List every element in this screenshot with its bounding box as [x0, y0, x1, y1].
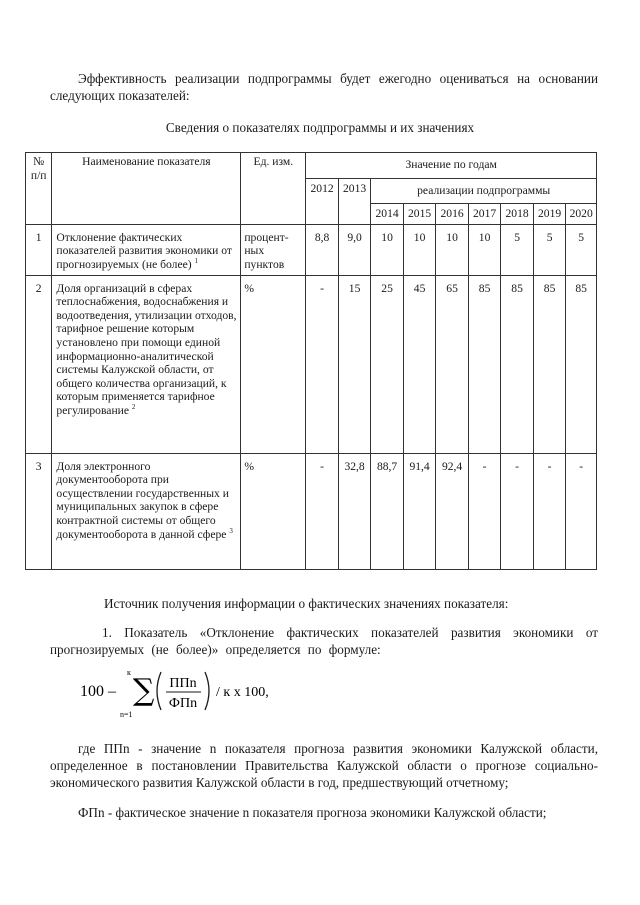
row-name: Доля электронного документооборота при осуществлении государственных и муниципальных закупок в сфере контрактной системы от общего документооборота в данной сфере $^3$	[52, 453, 241, 569]
table-row	[26, 275, 597, 453]
table-row	[26, 453, 597, 569]
row-value: 92,4	[436, 453, 469, 569]
row-value: 5	[501, 224, 534, 275]
year-2020: 2020	[566, 204, 597, 225]
row-value: 10	[468, 224, 501, 275]
formula-tail: / к х 100,	[216, 685, 269, 700]
row-value: 15	[338, 275, 371, 453]
row-value: 65	[436, 275, 469, 453]
year-2012: 2012	[306, 178, 339, 224]
source-heading: Источник получения информации о фактических значениях показателя:	[104, 596, 509, 611]
row-value: -	[468, 453, 501, 569]
table-title: Сведения о показателях подпрограммы и их значениях	[165, 120, 475, 135]
footnote-marker: 2	[131, 403, 136, 412]
sum-sign-icon: ∑	[133, 673, 155, 708]
row-value: 88,7	[371, 453, 404, 569]
row-value: 85	[566, 275, 597, 453]
header-row-1	[26, 153, 597, 179]
row-value: 5	[533, 224, 566, 275]
formula-intro-paragraph: 1. Показатель «Отклонение фактических показателей развития экономики от прогнозируемых (не более)» определяется по формуле:	[50, 625, 598, 657]
row-value: -	[306, 275, 339, 453]
row-name: Доля организаций в сферах теплоснабжения, водоснабжения и водоотведения, утилизации отходов, тарифное решение которым установлено при помощи единой информационно-аналитической системы Калужской области, от общего количества организаций, к которым применяется тарифное регулирование $^2$	[52, 275, 241, 453]
intro-paragraph: Эффективность реализации подпрограммы будет ежегодно оцениваться на основании следующих показателей:	[50, 71, 598, 103]
row-value: 85	[468, 275, 501, 453]
row-unit: %	[241, 275, 306, 453]
right-paren-icon	[205, 672, 209, 710]
left-paren-icon	[157, 672, 161, 710]
row-value: 10	[403, 224, 436, 275]
formula-graphic	[80, 662, 320, 722]
year-2019: 2019	[533, 204, 566, 225]
year-2014: 2014	[371, 204, 404, 225]
row-value: -	[566, 453, 597, 569]
row-value: -	[306, 453, 339, 569]
row-unit: %	[241, 453, 306, 569]
row-value: 5	[566, 224, 597, 275]
fraction-denominator: ФПn	[168, 696, 198, 711]
header-num: № п/п	[26, 153, 52, 225]
definition-ppn: где ППn - значение n показателя прогноза развития экономики Калужской области, определенное в постановлении Правительства Калужской области о прогнозе социально-экономического развития Калужской области в год, предшествующий отчетному;	[50, 741, 598, 790]
row-unit: процент-ных пунктов	[241, 224, 306, 275]
row-value: -	[501, 453, 534, 569]
row-num: 1	[26, 224, 52, 275]
year-2017: 2017	[468, 204, 501, 225]
year-2016: 2016	[436, 204, 469, 225]
row-num: 2	[26, 275, 52, 453]
row-value: 91,4	[403, 453, 436, 569]
formula	[80, 662, 320, 722]
footnote-marker: 1	[194, 257, 198, 266]
header-implementation: реализации подпрограммы	[371, 178, 597, 204]
row-value: 25	[371, 275, 404, 453]
header-values-by-year: Значение по годам	[306, 153, 597, 179]
indicators-table	[25, 152, 597, 570]
header-unit: Ед. изм.	[241, 153, 306, 225]
row-value: 85	[533, 275, 566, 453]
year-2018: 2018	[501, 204, 534, 225]
formula-lead: 100 –	[80, 683, 116, 700]
row-value: 8,8	[306, 224, 339, 275]
row-num: 3	[26, 453, 52, 569]
row-value: 45	[403, 275, 436, 453]
table-row	[26, 224, 597, 275]
fraction-numerator: ППn	[169, 676, 197, 691]
row-value: 32,8	[338, 453, 371, 569]
row-value: 9,0	[338, 224, 371, 275]
year-2015: 2015	[403, 204, 436, 225]
header-name: Наименование показателя	[52, 153, 241, 225]
row-name: Отклонение фактических показателей развития экономики от прогнозируемых (не более) $^1$	[52, 224, 241, 275]
row-value: 10	[436, 224, 469, 275]
footnote-marker: 3	[229, 526, 233, 535]
row-value: 10	[371, 224, 404, 275]
sum-lower-limit: n=1	[120, 710, 133, 719]
sum-upper-limit: к	[127, 668, 131, 677]
definition-fpn: ФПn - фактическое значение n показателя прогноза экономики Калужской области;	[78, 805, 547, 820]
year-2013: 2013	[338, 178, 371, 224]
row-value: -	[533, 453, 566, 569]
row-value: 85	[501, 275, 534, 453]
